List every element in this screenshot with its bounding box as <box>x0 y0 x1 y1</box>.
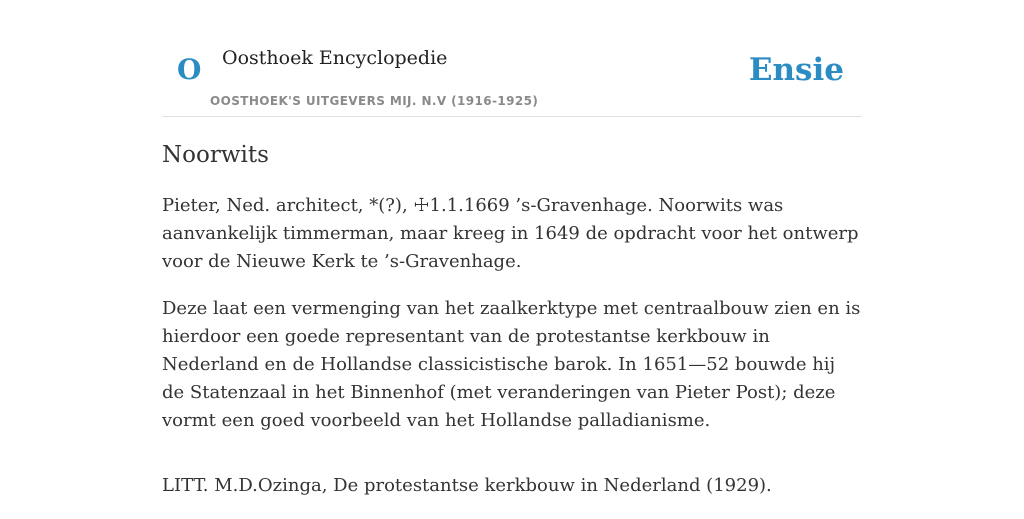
page <box>162 0 862 496</box>
article-title: Noorwits <box>162 142 269 168</box>
article-paragraph: Pieter, Ned. architect, *(?), ☩1.1.1669 ’s-Gravenhage. Noorwits was aanvankelijk timmerman, maar kreeg in 1649 de opdracht voor het ontwerp voor de Nieuwe Kerk te ’s-Gravenhage. <box>162 195 859 272</box>
article-body <box>162 192 862 519</box>
logo-letter-link[interactable]: O <box>177 53 202 86</box>
site-header <box>162 0 862 117</box>
publisher-subtitle: OOSTHOEK'S UITGEVERS MIJ. N.V (1916-1925) <box>210 94 539 108</box>
article-paragraph: Deze laat een vermenging van het zaalkerktype met centraalbouw zien en is hierdoor een goede representant van de protestantse kerkbouw in Nederland en de Hollandse classicistische barok. In 1651—52 bouwde hij de Statenzaal in het Binnenhof (met veranderingen van Pieter Post); deze vormt een goed voorbeeld van het Hollandse palladianisme. <box>162 298 861 431</box>
site-title-link[interactable]: Oosthoek Encyclopedie <box>222 47 448 69</box>
literature-reference: LITT. M.D.Ozinga, De protestantse kerkbouw in Nederland (1929). <box>162 475 772 496</box>
ensie-brand-link[interactable]: Ensie <box>748 52 844 88</box>
